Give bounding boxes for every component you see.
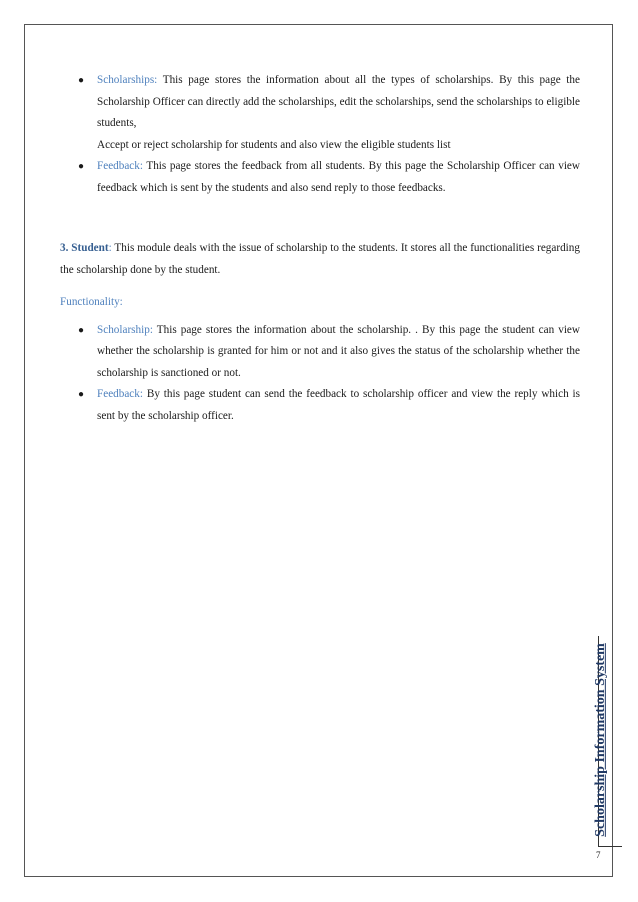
student-module-paragraph [60, 238, 580, 281]
item-text: This page stores the information about the scholarship. . By this page the student can view whether the scholarship is granted for him or not and it also gives the status of the scholarship whether the scholarship is sanctioned or not. [97, 323, 580, 379]
bullet-icon: ● [78, 75, 85, 86]
list-item-feedback [60, 156, 580, 199]
scholarship-officer-pages-list [60, 70, 580, 199]
item-text: This page stores the feedback from all students. By this page the Scholarship Officer can view feedback which is sent by the students and also send reply to those feedbacks. [97, 160, 580, 194]
bullet-icon: ● [78, 324, 85, 336]
sidebar-title-text: Scholarship Information System [593, 642, 608, 837]
item-label: Scholarship: [97, 323, 153, 336]
list-item-scholarship [60, 320, 580, 385]
item-extra-text: Accept or reject scholarship for students and also view the eligible students list [97, 138, 451, 151]
item-text: By this page student can send the feedback to scholarship officer and view the reply which is sent by the scholarship officer. [97, 388, 580, 422]
student-pages-list [60, 320, 580, 428]
section-heading: 3. Student [60, 242, 109, 254]
sidebar-document-title [587, 637, 615, 842]
list-item-scholarships [60, 70, 580, 156]
section-text: This module deals with the issue of scholarship to the students. It stores all the functionalities regarding the scholarship done by the student. [60, 242, 580, 276]
item-label: Feedback: [97, 160, 143, 172]
list-item-feedback [60, 384, 580, 427]
bullet-icon: ● [78, 389, 85, 400]
heading-colon: : [108, 242, 112, 254]
document-body [60, 70, 580, 427]
functionality-label: Functionality: [60, 296, 123, 308]
page-number-divider [598, 846, 622, 847]
item-label: Scholarships: [97, 74, 158, 86]
item-label: Feedback: [97, 388, 143, 400]
item-text: This page stores the information about all the types of scholarships. By this page the Scholarship Officer can directly add the scholarships, edit the scholarships, send the scholarships to eligible students, [97, 74, 580, 129]
bullet-icon: ● [78, 161, 85, 172]
page-number: 7 [596, 850, 601, 860]
